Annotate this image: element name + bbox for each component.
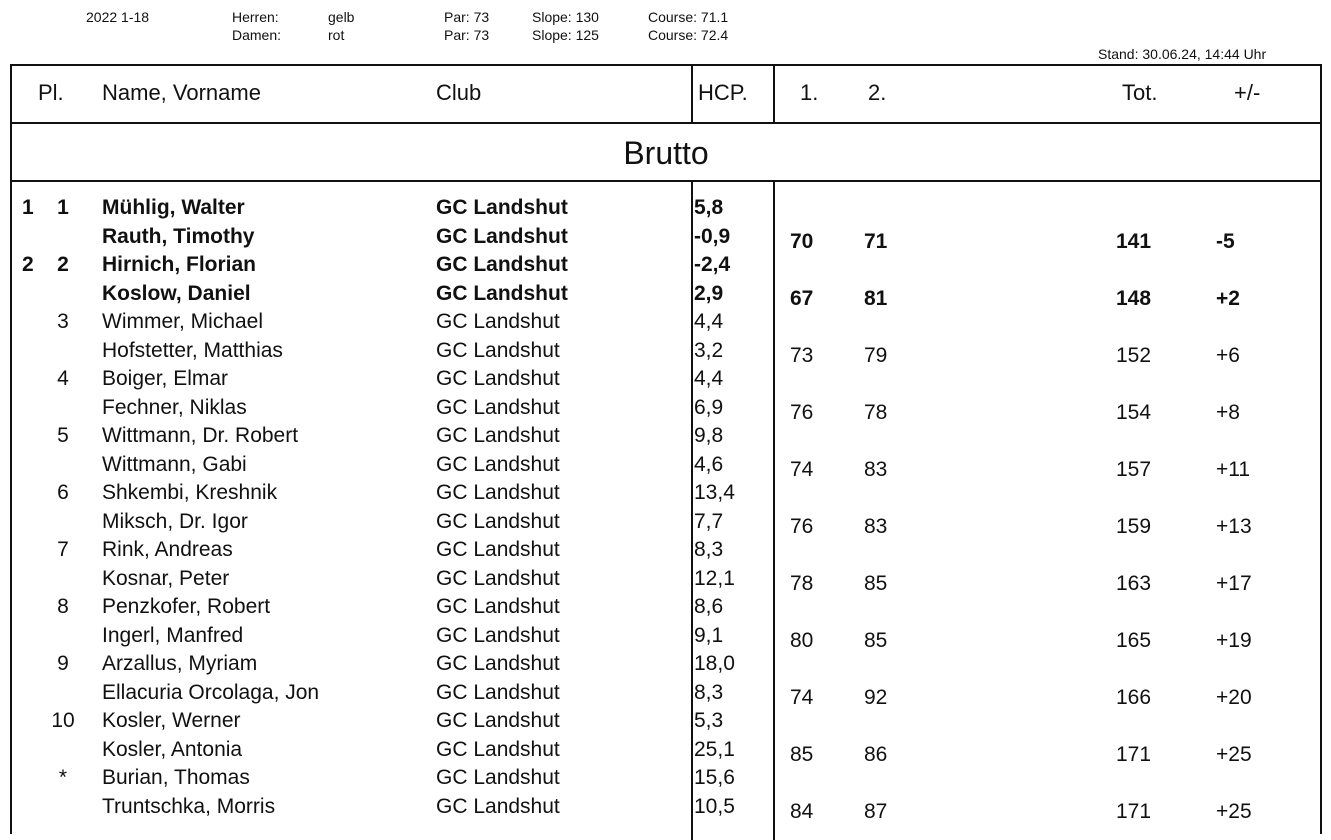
player-hcp: 4,4 xyxy=(694,310,724,333)
player-club: GC Landshut xyxy=(436,395,560,419)
player-club: GC Landshut xyxy=(436,310,560,333)
team-row-player2 xyxy=(12,508,1320,537)
player-hcp: 2,9 xyxy=(694,281,724,305)
player-hcp: 12,1 xyxy=(694,566,735,590)
team-row-player1 xyxy=(12,650,1320,679)
damen-label: Damen: xyxy=(232,27,282,43)
total-score: 165 xyxy=(1116,628,1152,652)
round1-score: 76 xyxy=(790,400,814,424)
total-score: 154 xyxy=(1116,400,1152,424)
player-club: GC Landshut xyxy=(436,253,568,276)
player-hcp: 15,6 xyxy=(694,766,735,789)
col-header-plusminus: +/- xyxy=(1234,80,1261,105)
col-header-pl: Pl. xyxy=(38,80,64,105)
tournament-code: 2022 1-18 xyxy=(86,9,150,25)
section-divider xyxy=(12,180,1320,182)
plus-minus: +19 xyxy=(1216,628,1252,652)
team-placement: * xyxy=(58,766,68,789)
team-row-player1 xyxy=(12,536,1320,565)
round2-score: 81 xyxy=(864,286,888,310)
player-club: GC Landshut xyxy=(436,196,568,219)
results-table xyxy=(10,64,1322,834)
team-row-player2 xyxy=(12,679,1320,708)
round1-score: 85 xyxy=(790,742,814,766)
damen-slope: Slope: 125 xyxy=(532,27,599,43)
player-name: Arzallus, Myriam xyxy=(102,652,258,675)
player-hcp: 8,6 xyxy=(694,595,724,618)
player-name: Burian, Thomas xyxy=(102,766,250,789)
player-club: GC Landshut xyxy=(436,338,560,362)
round2-score: 92 xyxy=(864,685,888,709)
player-name: Hofstetter, Matthias xyxy=(102,338,283,362)
team-row-player1 xyxy=(12,764,1320,793)
player-hcp: 4,4 xyxy=(694,367,724,390)
total-score: 141 xyxy=(1116,229,1152,253)
team-row-player2 xyxy=(12,223,1320,252)
herren-slope: Slope: 130 xyxy=(532,9,599,25)
herren-label: Herren: xyxy=(232,9,279,25)
round2-score: 87 xyxy=(864,799,888,823)
player-club: GC Landshut xyxy=(436,367,560,390)
col-header-club: Club xyxy=(436,80,482,105)
team-row-player1 xyxy=(12,194,1320,223)
header-divider xyxy=(12,122,1320,124)
team-row-player1 xyxy=(12,479,1320,508)
round2-score: 85 xyxy=(864,571,888,595)
round1-score: 70 xyxy=(790,229,814,253)
team-row-player1 xyxy=(12,593,1320,622)
team-placement: 9 xyxy=(57,652,69,675)
player-name: Boiger, Elmar xyxy=(102,367,229,390)
round2-score: 86 xyxy=(864,742,888,766)
player-club: GC Landshut xyxy=(436,481,560,504)
player-hcp: 9,1 xyxy=(694,623,724,647)
team-row-player1 xyxy=(12,251,1320,280)
round2-score: 71 xyxy=(864,229,888,253)
player-hcp: 7,7 xyxy=(694,509,724,533)
hcp-right-divider-top xyxy=(773,66,775,122)
col-header-hcp: HCP. xyxy=(698,80,748,105)
player-club: GC Landshut xyxy=(436,709,560,732)
team-row-player2 xyxy=(12,337,1320,366)
plus-minus: +2 xyxy=(1216,286,1240,310)
team-placement: 3 xyxy=(57,310,69,333)
player-name: Penzkofer, Robert xyxy=(102,595,271,618)
round1-score: 67 xyxy=(790,286,814,310)
plus-minus: +25 xyxy=(1216,799,1252,823)
player-club: GC Landshut xyxy=(436,509,560,533)
player-name: Rauth, Timothy xyxy=(102,224,255,248)
player-hcp: 25,1 xyxy=(694,737,735,761)
player-name: Rink, Andreas xyxy=(102,538,233,561)
round2-score: 79 xyxy=(864,343,888,367)
plus-minus: +17 xyxy=(1216,571,1252,595)
round1-score: 74 xyxy=(790,457,814,481)
player-club: GC Landshut xyxy=(436,595,560,618)
team-placement: 4 xyxy=(57,367,69,390)
team-rank: 2 xyxy=(22,253,34,276)
plus-minus: +6 xyxy=(1216,343,1240,367)
total-score: 166 xyxy=(1116,685,1152,709)
player-name: Wittmann, Dr. Robert xyxy=(102,424,299,447)
team-placement: 2 xyxy=(57,253,69,276)
team-row-player1 xyxy=(12,422,1320,451)
player-hcp: 3,2 xyxy=(694,338,724,362)
plus-minus: +13 xyxy=(1216,514,1252,538)
plus-minus: +8 xyxy=(1216,400,1240,424)
team-row-player2 xyxy=(12,394,1320,423)
player-hcp: 8,3 xyxy=(694,538,724,561)
team-row-player2 xyxy=(12,736,1320,765)
stand-timestamp: Stand: 30.06.24, 14:44 Uhr xyxy=(1098,46,1267,62)
damen-par: Par: 73 xyxy=(444,27,490,43)
round1-score: 78 xyxy=(790,571,814,595)
player-hcp: 5,3 xyxy=(694,709,724,732)
round1-score: 84 xyxy=(790,799,814,823)
team-row-player2 xyxy=(12,451,1320,480)
player-hcp: -0,9 xyxy=(694,224,731,248)
player-name: Shkembi, Kreshnik xyxy=(102,481,278,504)
player-hcp: 13,4 xyxy=(694,481,735,504)
damen-course: Course: 72.4 xyxy=(648,27,729,43)
player-hcp: 5,8 xyxy=(694,196,724,219)
team-placement: 10 xyxy=(51,709,75,732)
col-header-total: Tot. xyxy=(1122,80,1158,105)
hcp-left-divider-top xyxy=(691,66,693,122)
team-placement: 5 xyxy=(57,424,69,447)
team-row-player2 xyxy=(12,565,1320,594)
player-hcp: 10,5 xyxy=(694,794,735,818)
total-score: 159 xyxy=(1116,514,1152,538)
total-score: 152 xyxy=(1116,343,1152,367)
col-header-round2: 2. xyxy=(868,80,887,105)
round2-score: 78 xyxy=(864,400,888,424)
player-hcp: 6,9 xyxy=(694,395,724,419)
player-name: Miksch, Dr. Igor xyxy=(102,509,248,533)
round1-score: 73 xyxy=(790,343,814,367)
player-name: Truntschka, Morris xyxy=(102,794,276,818)
team-placement: 8 xyxy=(57,595,69,618)
player-club: GC Landshut xyxy=(436,538,560,561)
player-name: Wittmann, Gabi xyxy=(102,452,247,476)
total-score: 171 xyxy=(1116,742,1152,766)
player-name: Hirnich, Florian xyxy=(102,253,257,276)
herren-par: Par: 73 xyxy=(444,9,490,25)
total-score: 148 xyxy=(1116,286,1152,310)
team-rank: 1 xyxy=(22,196,34,219)
player-club: GC Landshut xyxy=(436,737,560,761)
round1-score: 76 xyxy=(790,514,814,538)
section-title: Brutto xyxy=(623,135,709,171)
player-club: GC Landshut xyxy=(436,224,568,248)
player-name: Fechner, Niklas xyxy=(102,395,247,419)
player-name: Ingerl, Manfred xyxy=(102,623,244,647)
player-name: Kosler, Antonia xyxy=(102,737,243,761)
player-club: GC Landshut xyxy=(436,281,568,305)
player-club: GC Landshut xyxy=(436,766,560,789)
player-club: GC Landshut xyxy=(436,680,560,704)
player-hcp: 8,3 xyxy=(694,680,724,704)
plus-minus: +25 xyxy=(1216,742,1252,766)
player-club: GC Landshut xyxy=(436,794,560,818)
player-hcp: 4,6 xyxy=(694,452,724,476)
team-row-player1 xyxy=(12,707,1320,736)
plus-minus: +11 xyxy=(1216,457,1251,481)
team-row-player2 xyxy=(12,622,1320,651)
player-club: GC Landshut xyxy=(436,566,560,590)
team-placement: 6 xyxy=(57,481,69,504)
total-score: 163 xyxy=(1116,571,1152,595)
player-name: Mühlig, Walter xyxy=(102,196,245,219)
player-club: GC Landshut xyxy=(436,623,560,647)
player-hcp: 18,0 xyxy=(694,652,735,675)
team-row-player2 xyxy=(12,280,1320,309)
player-club: GC Landshut xyxy=(436,652,560,675)
herren-course: Course: 71.1 xyxy=(648,9,729,25)
round2-score: 83 xyxy=(864,457,888,481)
team-row-player1 xyxy=(12,308,1320,337)
round2-score: 85 xyxy=(864,628,888,652)
total-score: 157 xyxy=(1116,457,1152,481)
player-name: Koslow, Daniel xyxy=(102,281,251,305)
round1-score: 80 xyxy=(790,628,814,652)
team-row-player1 xyxy=(12,365,1320,394)
damen-color: rot xyxy=(328,27,345,43)
round1-score: 74 xyxy=(790,685,814,709)
player-name: Ellacuria Orcolaga, Jon xyxy=(102,680,320,704)
plus-minus: -5 xyxy=(1216,229,1235,253)
col-header-round1: 1. xyxy=(800,80,819,105)
results-rows xyxy=(12,194,1320,821)
plus-minus: +20 xyxy=(1216,685,1252,709)
herren-color: gelb xyxy=(328,9,355,25)
team-placement: 7 xyxy=(57,538,69,561)
round2-score: 83 xyxy=(864,514,888,538)
team-placement: 1 xyxy=(57,196,69,219)
total-score: 171 xyxy=(1116,799,1152,823)
player-hcp: 9,8 xyxy=(694,424,724,447)
team-row-player2 xyxy=(12,793,1320,822)
player-name: Kosler, Werner xyxy=(102,709,241,732)
col-header-name: Name, Vorname xyxy=(102,80,261,105)
player-hcp: -2,4 xyxy=(694,253,731,276)
player-name: Wimmer, Michael xyxy=(102,310,264,333)
player-club: GC Landshut xyxy=(436,424,560,447)
player-club: GC Landshut xyxy=(436,452,560,476)
player-name: Kosnar, Peter xyxy=(102,566,230,590)
